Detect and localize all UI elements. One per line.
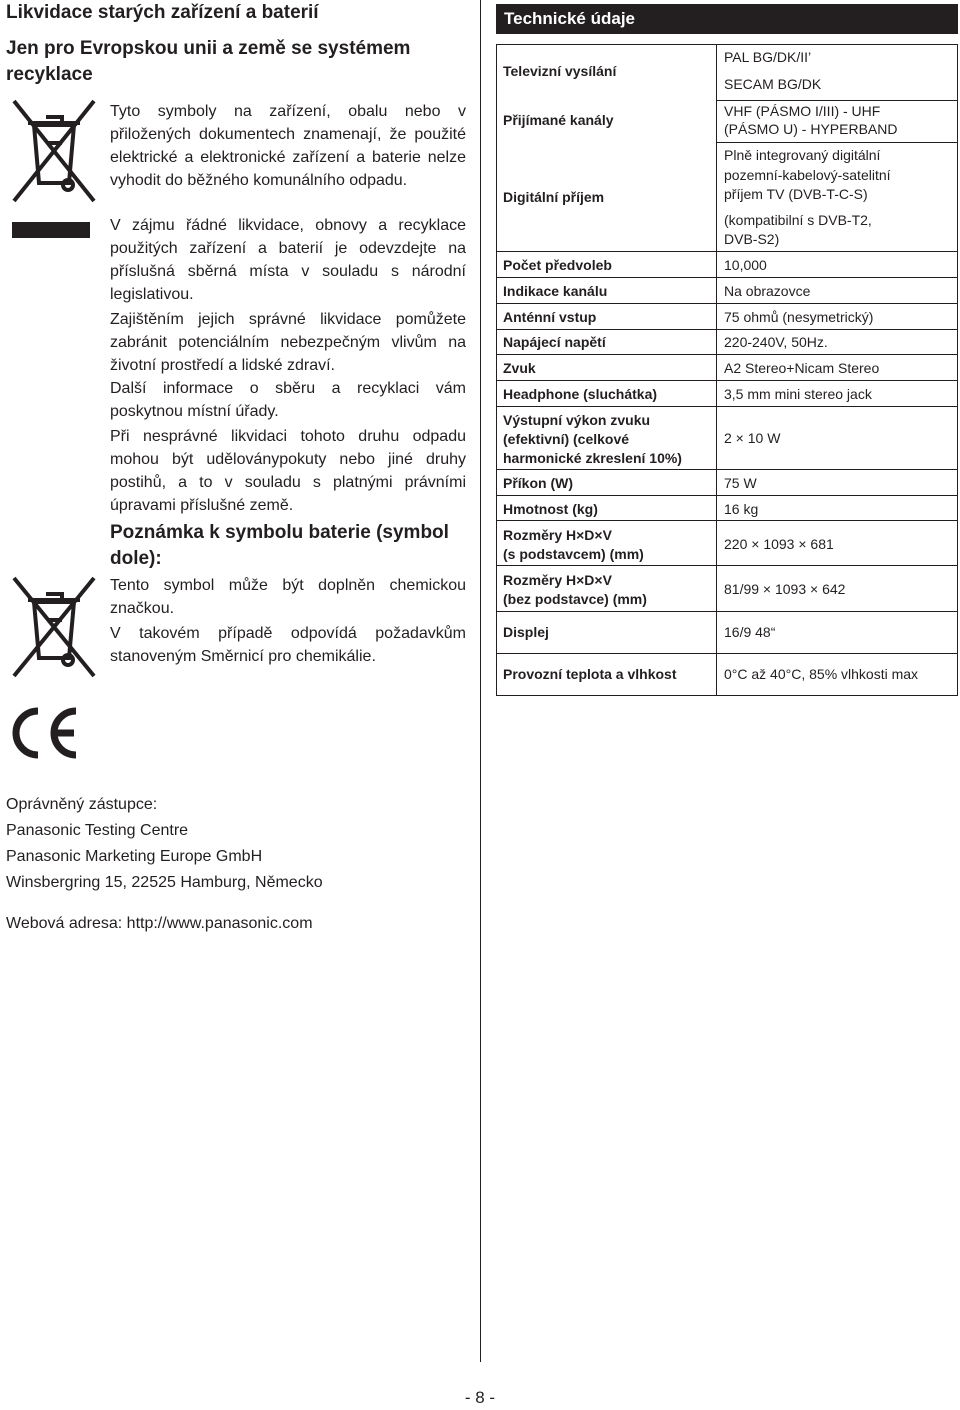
spec-value-line: VHF (PÁSMO I/III) - UHF xyxy=(724,103,881,119)
spec-label-operating-conditions: Provozní teplota a vlhkost xyxy=(503,666,677,682)
spec-value-line: A2 Stereo+Nicam Stereo xyxy=(724,360,880,376)
paragraph-chemical: Tento symbol může být doplněn chemickou značkou. xyxy=(110,577,466,617)
spec-label-headphone: Headphone (sluchátka) xyxy=(503,386,658,402)
spec-label-output-power xyxy=(503,411,682,468)
label-line: Rozměry H×D×V xyxy=(503,527,612,543)
paragraph-fines: Při nesprávné likvidaci tohoto druhu odpadu mohou být uděloványpokuty nebo jiné druhy postihů, a to v souladu s platnými právními úpravami příslušné země. xyxy=(110,428,466,514)
spec-label-presets: Počet předvoleb xyxy=(503,257,612,273)
battery-note-title: Poznámka k symbolu baterie (symbol dole): xyxy=(110,522,449,569)
spec-label-broadcast: Televizní vysílání xyxy=(503,63,617,79)
page-number: - 8 - xyxy=(464,1388,496,1407)
spec-value-line: SECAM BG/DK xyxy=(724,76,822,92)
label-line: (efektivní) (celkové xyxy=(503,431,630,447)
spec-value-line: PAL BG/DK/II’ xyxy=(724,49,812,65)
company-marketing-europe: Panasonic Marketing Europe GmbH xyxy=(6,848,263,865)
spec-value-line: 0°C až 40°C, 85% vlhkosti max xyxy=(724,666,919,682)
paragraph-info: Další informace o sběru a recyklaci vám poskytnou místní úřady. xyxy=(110,380,466,420)
label-line: harmonické zkreslení 10%) xyxy=(503,450,682,466)
spec-value-line: (PÁSMO U) - HYPERBAND xyxy=(724,121,898,137)
spec-value-line: 81/99 × 1093 × 642 xyxy=(724,581,846,597)
paragraph-directive: V takovém případě odpovídá požadavkům stanoveným Směrnicí pro chemikálie. xyxy=(110,625,466,665)
spec-label-digital: Digitální příjem xyxy=(503,189,605,205)
spec-label-dimensions-no-stand xyxy=(503,571,647,609)
section-title: Likvidace starých zařízení a baterií xyxy=(6,2,319,23)
ce-mark-icon xyxy=(6,705,82,761)
spec-label-sound: Zvuk xyxy=(503,360,536,376)
weee-bin-icon xyxy=(6,95,102,207)
spec-label-channel-indication: Indikace kanálu xyxy=(503,283,608,299)
spec-value-line: Na obrazovce xyxy=(724,283,811,299)
subtitle-line-2: recyklace xyxy=(6,64,93,85)
spec-label-display: Displej xyxy=(503,624,549,640)
label-line: (bez podstavce) (mm) xyxy=(503,591,647,607)
spec-value-line: 2 × 10 W xyxy=(724,430,781,446)
spec-label-voltage: Napájecí napětí xyxy=(503,334,606,350)
section-subtitle xyxy=(6,36,476,88)
label-line: Výstupní výkon zvuku xyxy=(503,412,651,428)
spec-value-line: pozemní-kabelový-satelitní xyxy=(724,167,891,183)
weee-bin-icon xyxy=(6,572,102,682)
black-bar-icon xyxy=(12,222,90,238)
spec-value-line: 75 W xyxy=(724,475,757,491)
spec-value-line: 220 × 1093 × 681 xyxy=(724,536,834,552)
company-testing-centre: Panasonic Testing Centre xyxy=(6,822,189,839)
spec-label-weight: Hmotnost (kg) xyxy=(503,501,598,517)
paragraph-disposal: V zájmu řádné likvidace, obnovy a recyklace použitých zařízení a baterií je odevzdejte na příslušná sběrná místa v souladu s národní legislativou. xyxy=(110,217,466,303)
spec-title: Technické údaje xyxy=(496,4,958,34)
label-line: (s podstavcem) (mm) xyxy=(503,546,644,562)
subtitle-line-1: Jen pro Evropskou unii a země se systémem xyxy=(6,38,411,59)
spec-value-line: 16/9 48“ xyxy=(724,624,776,640)
spec-label-power-consumption: Příkon (W) xyxy=(503,475,573,491)
spec-label-channels: Přijímané kanály xyxy=(503,112,614,128)
spec-value-line: příjem TV (DVB-T-C-S) xyxy=(724,186,868,202)
paragraph-symbols: Tyto symboly na zařízení, obalu nebo v přiložených dokumentech znamenají, že použité elektrické a elektronické zařízení a baterie nelze vyhodit do běžného komunálního odpadu. xyxy=(110,103,466,189)
paragraph-health: Zajištěním jejich správné likvidace pomůžete zabránit potenciálním nebezpečným vlivům na životní prostředí a lidské zdraví. xyxy=(110,311,466,374)
spec-value-line: 220-240V, 50Hz. xyxy=(724,334,828,350)
spec-value-line: 10,000 xyxy=(724,257,767,273)
spec-value-line: 3,5 mm mini stereo jack xyxy=(724,386,872,402)
column-divider xyxy=(480,0,481,1362)
web-address: Webová adresa: http://www.panasonic.com xyxy=(6,915,313,932)
representative-label: Oprávněný zástupce: xyxy=(6,796,158,813)
spec-value-line: Plně integrovaný digitální xyxy=(724,147,881,163)
spec-value-line: DVB-S2) xyxy=(724,231,780,247)
spec-label-dimensions-stand xyxy=(503,526,644,564)
label-line: Rozměry H×D×V xyxy=(503,572,612,588)
company-address: Winsbergring 15, 22525 Hamburg, Německo xyxy=(6,874,323,891)
spec-value-line: 75 ohmů (nesymetrický) xyxy=(724,309,874,325)
spec-label-antenna: Anténní vstup xyxy=(503,309,597,325)
spec-value-line: 16 kg xyxy=(724,501,759,517)
spec-value-line: (kompatibilní s DVB-T2, xyxy=(724,212,872,228)
